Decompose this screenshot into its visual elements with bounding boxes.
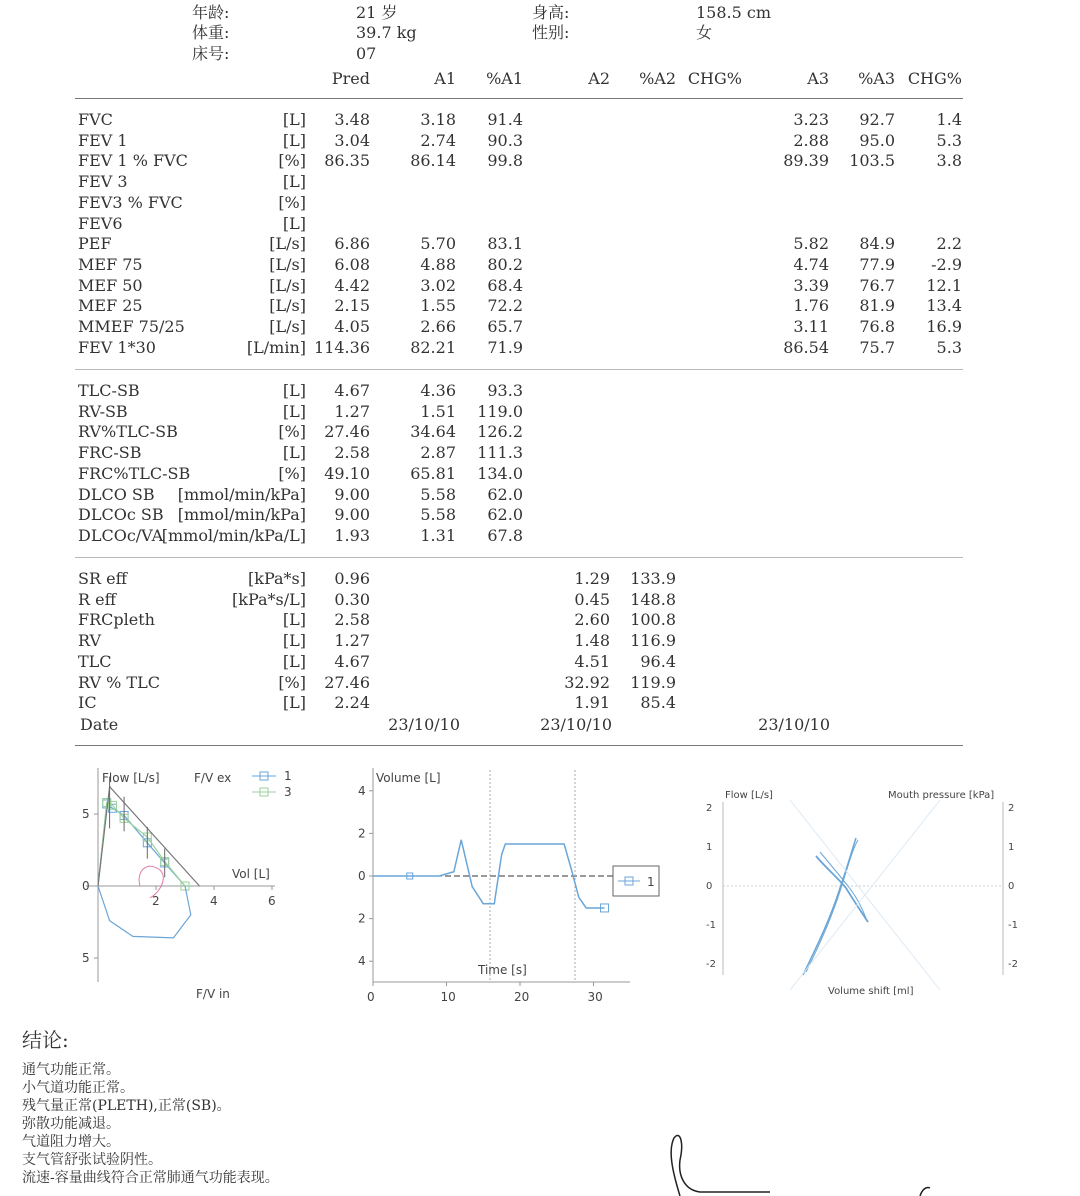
- cell-name: FRC%TLC-SB: [78, 463, 191, 483]
- cell-a2: 32.92: [564, 672, 610, 692]
- cell-name: MEF 25: [78, 296, 143, 316]
- fv-legend-label: 1: [284, 769, 292, 783]
- cell-pa1: 71.9: [487, 337, 523, 357]
- conclusion-line: 气道阻力增大。: [22, 1134, 120, 1150]
- conclusion-line: 残气量正常(PLETH),正常(SB)。: [22, 1098, 231, 1114]
- cell-a2: 4.51: [574, 651, 610, 671]
- rl-xlabel: Volume shift [ml]: [828, 986, 914, 997]
- cell-pa3: 81.9: [859, 296, 895, 316]
- cell-a2: 1.91: [574, 693, 610, 713]
- cell-name: FRCpleth: [78, 610, 155, 630]
- charts-area: [0, 760, 1080, 1010]
- signature: [650, 1130, 950, 1196]
- height-label: 身高:: [532, 3, 570, 22]
- cell-pa2: 96.4: [640, 651, 676, 671]
- conclusion-line: 通气功能正常。: [22, 1062, 120, 1078]
- height-value: 158.5 cm: [696, 3, 772, 22]
- cell-pred: 2.58: [334, 610, 370, 630]
- cell-pa1: 93.3: [487, 381, 523, 400]
- cell-pred: 3.48: [334, 110, 370, 129]
- cell-name: R eff: [78, 589, 116, 609]
- cell-unit: [%]: [278, 151, 306, 171]
- rl-y-tick-label: 1: [706, 842, 713, 853]
- cell-pred: 114.36: [314, 337, 370, 357]
- cell-unit: [L/s]: [269, 254, 306, 274]
- vt-x-tick-label: 0: [367, 990, 375, 1004]
- cell-a3: 3.39: [793, 275, 829, 295]
- cell-pa3: 95.0: [859, 130, 895, 150]
- vt-ylabel: Volume [L]: [376, 771, 441, 785]
- date-a2: 23/10/10: [540, 715, 612, 734]
- cell-chg3: 2.2: [936, 234, 962, 254]
- fv-series-line: [98, 802, 191, 886]
- cell-unit: [L/s]: [269, 234, 306, 254]
- cell-a3: 86.54: [783, 337, 829, 357]
- cell-a1: 1.31: [420, 525, 456, 545]
- vt-y-tick-label: 2: [358, 911, 366, 926]
- cell-pred: 27.46: [324, 422, 370, 442]
- rl-y-tick-label: -2: [706, 959, 716, 970]
- column-header-7: %A3: [858, 69, 895, 88]
- vt-y-tick-label: 2: [358, 826, 366, 841]
- cell-a1: 2.74: [420, 130, 456, 150]
- rl-y2label: Mouth pressure [kPa]: [888, 790, 995, 801]
- column-header-1: A1: [434, 69, 456, 88]
- cell-a1: 1.51: [420, 401, 456, 421]
- separator-0: [75, 98, 963, 99]
- cell-pred: 4.05: [334, 317, 370, 336]
- cell-a3: 1.76: [793, 296, 829, 316]
- fv-series: [98, 777, 200, 938]
- cell-pred: 0.30: [334, 589, 370, 609]
- fv-y-tick-label: 5: [82, 807, 90, 821]
- cell-unit: [L]: [282, 631, 306, 651]
- cell-pa3: 92.7: [859, 110, 895, 129]
- vt-x-tick-label: 10: [440, 990, 456, 1004]
- vt-x-tick-label: 20: [514, 990, 530, 1004]
- cell-a3: 4.74: [793, 254, 829, 274]
- rl-ylabel: Flow [L/s]: [725, 790, 773, 801]
- cell-pred: 6.08: [334, 254, 370, 274]
- cell-unit: [L]: [282, 381, 306, 400]
- rl-y2-tick-label: 0: [1008, 881, 1015, 892]
- rl-y-tick-label: 2: [706, 803, 713, 814]
- vt-y-tick-label: 0: [358, 869, 366, 883]
- fv-x-tick-label: 4: [210, 894, 218, 908]
- rl-y2-tick-label: -1: [1008, 920, 1018, 931]
- cell-unit: [mmol/min/kPa]: [177, 505, 306, 525]
- conclusion-line: 支气管舒张试验阴性。: [22, 1152, 162, 1168]
- cell-name: SR eff: [78, 569, 127, 588]
- cell-pred: 0.96: [334, 569, 370, 588]
- rl-y2-tick-label: 2: [1008, 803, 1015, 814]
- cell-pa1: 83.1: [487, 234, 523, 254]
- cell-a1: 2.66: [420, 317, 456, 336]
- cell-pa2: 116.9: [630, 631, 676, 651]
- resistance-loop-chart: [706, 790, 1018, 997]
- cell-name: FEV 1*30: [78, 337, 156, 357]
- column-header-3: A2: [588, 69, 610, 88]
- fv-x-ticks: [152, 886, 276, 908]
- cell-pred: 2.24: [334, 693, 370, 713]
- cell-a1: 5.58: [420, 484, 456, 504]
- cell-chg3: 5.3: [936, 337, 962, 357]
- vt-x-tick-label: 30: [587, 990, 603, 1004]
- cell-name: MEF 75: [78, 254, 143, 274]
- cell-pa1: 111.3: [477, 443, 523, 463]
- vt-y-tick-label: 4: [358, 954, 366, 969]
- cell-name: FRC-SB: [78, 443, 142, 463]
- cell-pred: 2.15: [334, 296, 370, 316]
- cell-a1: 3.02: [420, 275, 456, 295]
- cell-unit: [%]: [278, 672, 306, 692]
- cell-pa2: 148.8: [630, 589, 676, 609]
- cell-pa3: 76.8: [859, 317, 895, 336]
- cell-pred: 27.46: [324, 672, 370, 692]
- cell-a1: 1.55: [420, 296, 456, 316]
- fv-y-tick-label: 0: [82, 879, 90, 893]
- cell-chg3: 13.4: [926, 296, 962, 316]
- cell-a1: 4.88: [420, 254, 456, 274]
- cell-a3: 5.82: [793, 234, 829, 254]
- cell-name: TLC-SB: [78, 381, 140, 400]
- cell-a1: 65.81: [410, 463, 456, 483]
- volume-time-chart: [358, 768, 659, 1004]
- cell-chg3: 3.8: [936, 151, 962, 171]
- cell-pa1: 67.8: [487, 525, 523, 545]
- cell-pa1: 62.0: [487, 505, 523, 525]
- cell-unit: [mmol/min/kPa/L]: [161, 525, 306, 545]
- cell-pa1: 134.0: [477, 463, 523, 483]
- cell-pa1: 126.2: [477, 422, 523, 442]
- cell-name: DLCO SB: [78, 484, 155, 504]
- cell-a1: 86.14: [410, 151, 456, 171]
- vt-legend-label: 1: [647, 875, 655, 889]
- bed-label: 床号:: [192, 44, 230, 63]
- cell-name: FEV 1: [78, 130, 128, 150]
- cell-name: FEV3 % FVC: [78, 192, 183, 212]
- cell-unit: [L]: [282, 443, 306, 463]
- fv-x-tick-label: 2: [152, 894, 160, 908]
- cell-unit: [kPa*s/L]: [232, 589, 306, 609]
- vt-y-ticks: [358, 784, 373, 968]
- cell-pred: 1.93: [334, 525, 370, 545]
- cell-name: FEV6: [78, 213, 123, 233]
- cell-pa1: 90.3: [487, 130, 523, 150]
- fv-top-label: F/V ex: [194, 771, 232, 785]
- cell-chg3: -2.9: [931, 254, 962, 274]
- fv-series-line: [98, 886, 191, 938]
- cell-name: RV%TLC-SB: [78, 422, 178, 442]
- cell-pa3: 77.9: [859, 254, 895, 274]
- column-header-6: A3: [807, 69, 829, 88]
- cell-unit: [L]: [282, 130, 306, 150]
- cell-a1: 82.21: [410, 337, 456, 357]
- cell-chg3: 12.1: [926, 275, 962, 295]
- conclusion-title: 结论:: [22, 1028, 69, 1052]
- cell-pa2: 85.4: [640, 693, 676, 713]
- cell-a1: 2.87: [420, 443, 456, 463]
- fv-x-tick-label: 6: [268, 894, 276, 908]
- cell-unit: [kPa*s]: [248, 569, 306, 588]
- cell-name: DLCOc/VA: [78, 525, 164, 545]
- cell-pred: 1.27: [334, 631, 370, 651]
- conclusion-line: 小气道功能正常。: [22, 1080, 134, 1096]
- cell-unit: [L/min]: [246, 337, 306, 357]
- cell-unit: [L]: [282, 172, 306, 192]
- fv-ylabel: Flow [L/s]: [102, 771, 160, 785]
- cell-a3: 2.88: [793, 130, 829, 150]
- cell-pred: 86.35: [324, 151, 370, 171]
- cell-pa1: 62.0: [487, 484, 523, 504]
- cell-name: MEF 50: [78, 275, 143, 295]
- cell-pa2: 133.9: [630, 569, 676, 588]
- cell-pa1: 119.0: [477, 401, 523, 421]
- vt-xlabel: Time [s]: [478, 963, 527, 977]
- cell-pa3: 76.7: [859, 275, 895, 295]
- column-header-2: %A1: [486, 69, 523, 88]
- cell-pa1: 80.2: [487, 254, 523, 274]
- cell-name: FEV 3: [78, 172, 128, 192]
- age-label: 年龄:: [192, 3, 230, 22]
- cell-pred: 4.67: [334, 381, 370, 400]
- cell-pa1: 65.7: [487, 317, 523, 336]
- cell-a1: 5.58: [420, 505, 456, 525]
- cell-a2: 1.29: [574, 569, 610, 588]
- age-value: 21 岁: [356, 3, 398, 22]
- date-label: Date: [80, 715, 119, 734]
- cell-a3: 3.23: [793, 110, 829, 129]
- cell-a3: 89.39: [783, 151, 829, 171]
- cell-unit: [L]: [282, 110, 306, 129]
- cell-pa3: 103.5: [849, 151, 895, 171]
- cell-name: FVC: [78, 110, 113, 129]
- cell-a3: 3.11: [793, 317, 829, 336]
- cell-a1: 34.64: [410, 422, 456, 442]
- fv-bottom-label: F/V in: [196, 987, 230, 1001]
- conclusion-line: 弥散功能减退。: [22, 1116, 120, 1132]
- cell-name: TLC: [78, 651, 112, 671]
- rl-y2-tick-label: -2: [1008, 959, 1018, 970]
- cell-name: RV-SB: [78, 401, 128, 421]
- cell-pred: 9.00: [334, 505, 370, 525]
- cell-pa3: 75.7: [859, 337, 895, 357]
- cell-pred: 9.00: [334, 484, 370, 504]
- cell-unit: [L/s]: [269, 317, 306, 336]
- cell-a1: 5.70: [420, 234, 456, 254]
- cell-pa3: 84.9: [859, 234, 895, 254]
- cell-pred: 2.58: [334, 443, 370, 463]
- cell-unit: [L]: [282, 401, 306, 421]
- cell-chg3: 1.4: [936, 110, 962, 129]
- cell-name: RV % TLC: [78, 672, 160, 692]
- cell-unit: [L/s]: [269, 275, 306, 295]
- fv-xlabel: Vol [L]: [232, 867, 270, 881]
- fv-legend: [252, 769, 292, 799]
- cell-unit: [%]: [278, 192, 306, 212]
- cell-pa2: 100.8: [630, 610, 676, 630]
- cell-pred: 49.10: [324, 463, 370, 483]
- cell-pred: 1.27: [334, 401, 370, 421]
- cell-unit: [L]: [282, 213, 306, 233]
- rl-y-tick-label: -1: [706, 920, 716, 931]
- separator-1: [75, 369, 963, 370]
- vt-x-ticks: [367, 982, 603, 1004]
- cell-name: IC: [78, 693, 97, 713]
- cell-name: FEV 1 % FVC: [78, 151, 188, 171]
- separator-bottom: [75, 745, 963, 746]
- cell-pa2: 119.9: [630, 672, 676, 692]
- cell-a2: 1.48: [574, 631, 610, 651]
- column-header-4: %A2: [639, 69, 676, 88]
- cell-a2: 0.45: [574, 589, 610, 609]
- cell-unit: [L]: [282, 693, 306, 713]
- cell-pa1: 72.2: [487, 296, 523, 316]
- cell-name: RV: [78, 631, 102, 651]
- sex-value: 女: [696, 23, 713, 42]
- cell-chg3: 16.9: [926, 317, 962, 336]
- cell-unit: [%]: [278, 463, 306, 483]
- weight-value: 39.7 kg: [356, 23, 417, 42]
- rl-y2-tick-label: 1: [1008, 842, 1015, 853]
- column-header-8: CHG%: [907, 69, 962, 88]
- weight-label: 体重:: [192, 23, 230, 42]
- separator-2: [75, 557, 963, 558]
- cell-pa1: 91.4: [487, 110, 523, 129]
- rl-y-ticks: [706, 803, 716, 970]
- column-header-5: CHG%: [687, 69, 742, 88]
- vt-y-tick-label: 4: [358, 783, 366, 798]
- cell-pa1: 99.8: [487, 151, 523, 171]
- date-a3: 23/10/10: [758, 715, 830, 734]
- vt-series-line: [373, 840, 605, 908]
- cell-a1: 3.18: [420, 110, 456, 129]
- fv-y-tick-label: 5: [82, 951, 90, 965]
- cell-pa1: 68.4: [487, 275, 523, 295]
- rl-y-tick-label: 0: [706, 881, 713, 892]
- cell-unit: [L/s]: [269, 296, 306, 316]
- fv-series-line: [98, 804, 191, 886]
- cell-a1: 4.36: [420, 381, 456, 400]
- cell-unit: [mmol/min/kPa]: [177, 484, 306, 504]
- cell-a2: 2.60: [574, 610, 610, 630]
- cell-pred: 4.42: [334, 275, 370, 295]
- flow-volume-chart: [82, 768, 292, 1001]
- cell-unit: [L]: [282, 610, 306, 630]
- rl-trace-a: [803, 838, 856, 975]
- cell-name: PEF: [78, 234, 112, 254]
- cell-unit: [%]: [278, 422, 306, 442]
- cell-pred: 6.86: [334, 234, 370, 254]
- rl-y2-ticks: [1008, 803, 1018, 970]
- cell-unit: [L]: [282, 651, 306, 671]
- cell-name: DLCOc SB: [78, 505, 164, 525]
- sex-label: 性别:: [532, 23, 570, 42]
- date-a1: 23/10/10: [388, 715, 460, 734]
- cell-chg3: 5.3: [936, 130, 962, 150]
- bed-value: 07: [356, 44, 377, 63]
- cell-name: MMEF 75/25: [78, 317, 185, 336]
- cell-pred: 4.67: [334, 651, 370, 671]
- cell-pred: 3.04: [334, 130, 370, 150]
- conclusion-line: 流速-容量曲线符合正常肺通气功能表现。: [22, 1170, 279, 1186]
- column-header-0: Pred: [331, 69, 370, 88]
- fv-legend-label: 3: [284, 785, 292, 799]
